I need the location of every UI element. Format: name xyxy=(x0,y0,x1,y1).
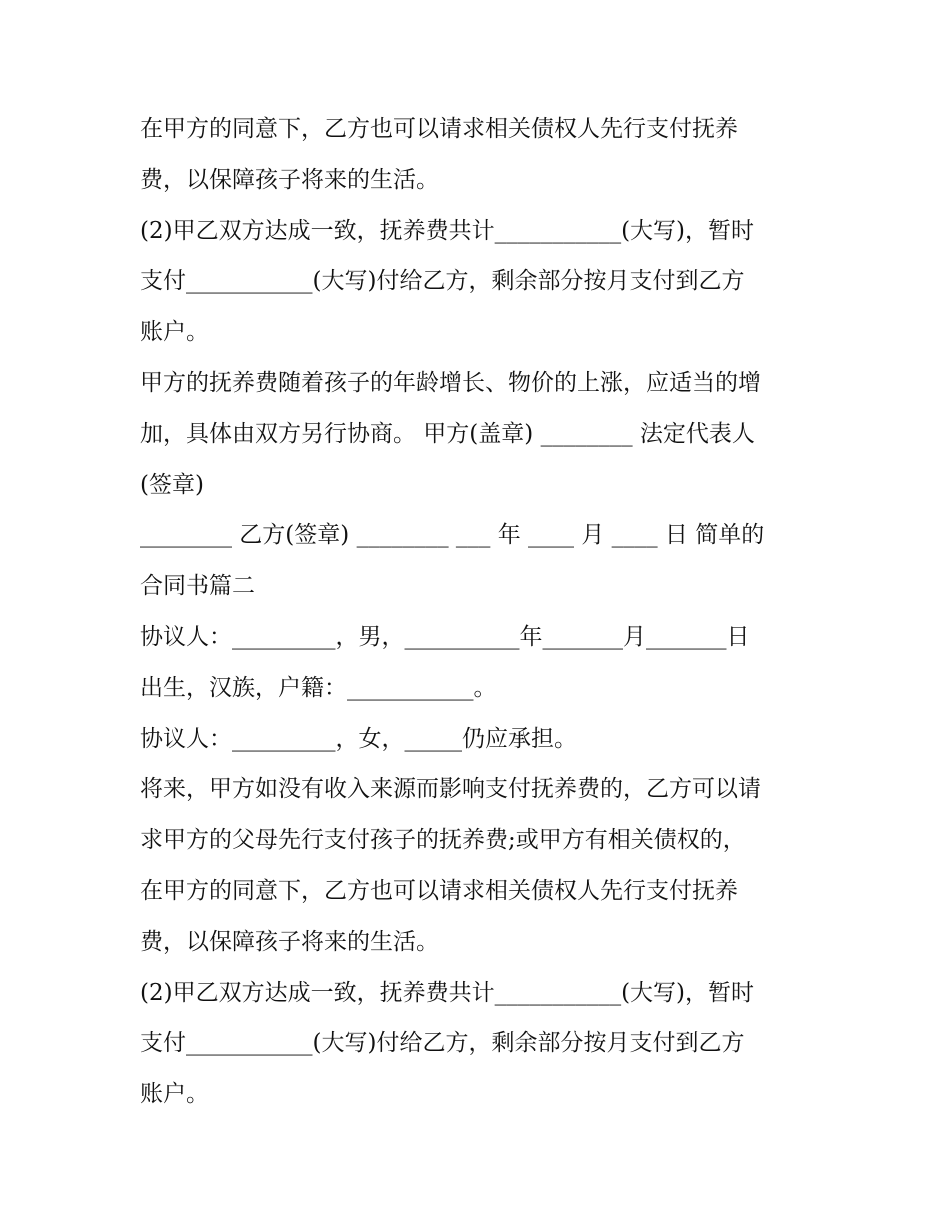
text-line: 账户。 xyxy=(140,319,209,346)
text-line: (2)甲乙双方达成一致，抚养费共计___________(大写)，暂时 xyxy=(140,979,755,1006)
text-line: 费，以保障孩子将来的生活。 xyxy=(140,928,439,955)
text-line: 将来，甲方如没有收入来源而影响支付抚养费的，乙方可以请 xyxy=(140,776,761,803)
text-line: 在甲方的同意下，乙方也可以请求相关债权人先行支付抚养 xyxy=(140,877,738,904)
text-line: 出生，汉族，户籍：___________。 xyxy=(140,674,497,701)
text-line: 费，以保障孩子将来的生活。 xyxy=(140,166,439,193)
text-line: (签章) xyxy=(140,471,204,498)
text-line: (2)甲乙双方达成一致，抚养费共计___________(大写)，暂时 xyxy=(140,217,755,244)
text-line: 在甲方的同意下，乙方也可以请求相关债权人先行支付抚养 xyxy=(140,116,738,142)
text-line: 加，具体由双方另行协商。 甲方(盖章) ________ 法定代表人 xyxy=(140,420,755,447)
document-body xyxy=(140,104,830,1120)
text-line: 支付___________(大写)付给乙方，剩余部分按月支付到乙方 xyxy=(140,268,745,295)
text-line: 协议人：_________，女，_____仍应承担。 xyxy=(140,725,577,752)
text-line: ________ 乙方(签章) ________ ___ 年 ____ 月 ____ 日 简单的 xyxy=(140,522,765,549)
text-line: 甲方的抚养费随着孩子的年龄增长、物价的上涨，应适当的增 xyxy=(140,369,761,396)
text-line: 账户。 xyxy=(140,1081,209,1108)
text-line: 协议人：_________，男，__________年_______月_______日 xyxy=(140,623,750,650)
section-heading: 合同书篇二 xyxy=(140,573,255,600)
text-line: 支付___________(大写)付给乙方，剩余部分按月支付到乙方 xyxy=(140,1030,745,1057)
text-line: 求甲方的父母先行支付孩子的抚养费;或甲方有相关债权的， xyxy=(140,827,746,854)
